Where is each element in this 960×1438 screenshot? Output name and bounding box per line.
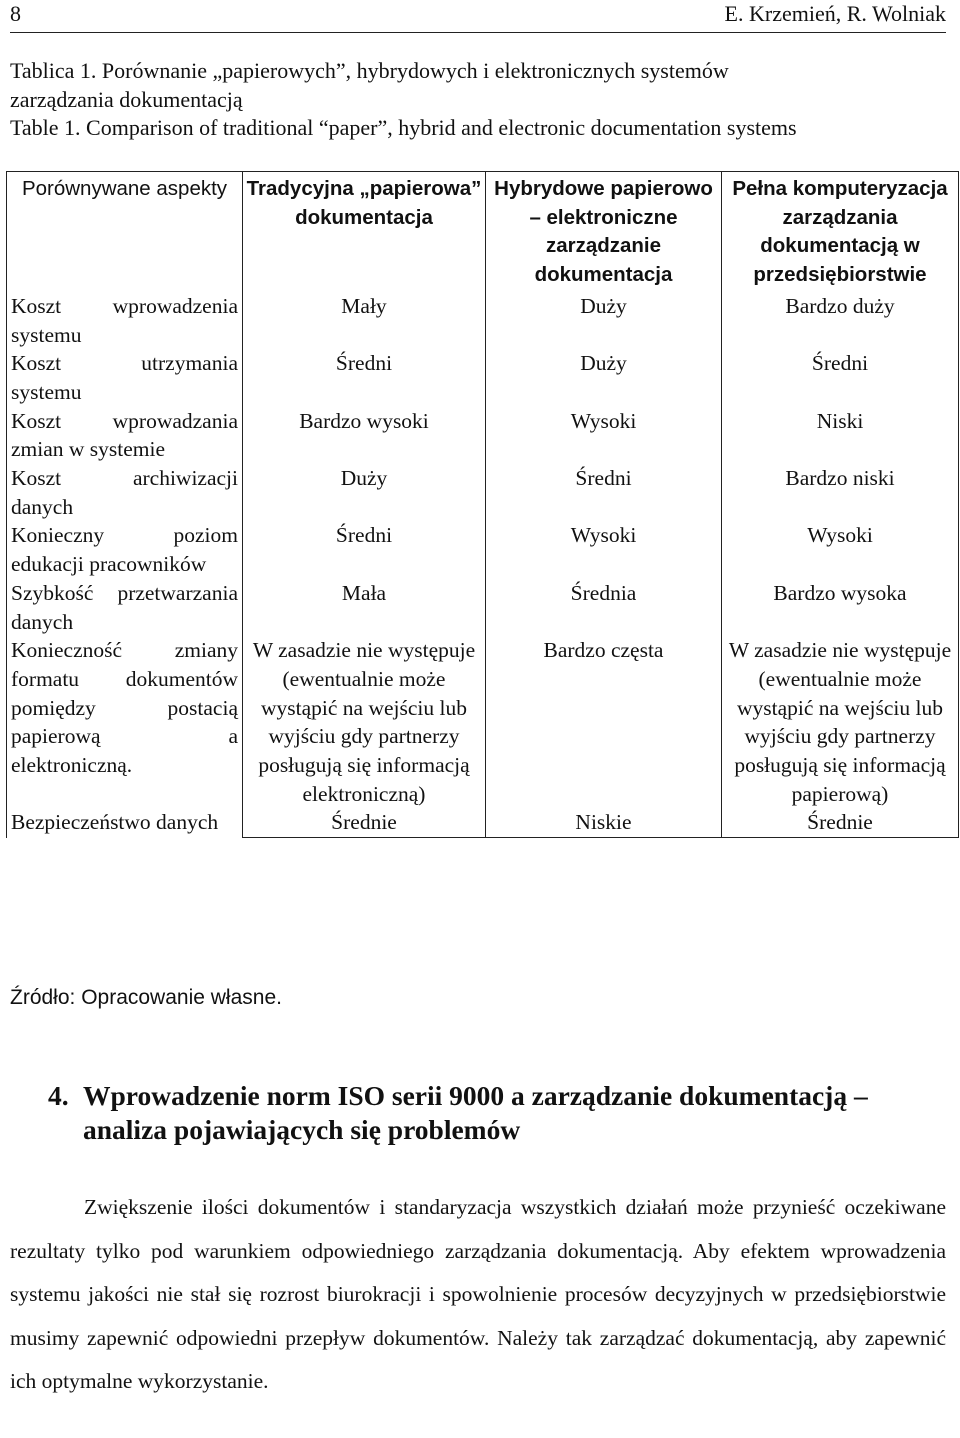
table-cell: Bardzo duży bbox=[722, 292, 959, 349]
aspect-cell: Koszt wprowadzania zmian w systemie bbox=[7, 407, 243, 464]
table-cell: Średni bbox=[243, 521, 486, 578]
section-number: 4. bbox=[48, 1080, 69, 1111]
table-row bbox=[7, 521, 959, 578]
caption-polish-line-2: zarządzania dokumentacją bbox=[10, 86, 243, 112]
table-cell: Bardzo wysoki bbox=[243, 407, 486, 464]
table-cell: Mały bbox=[243, 292, 486, 349]
comparison-table bbox=[6, 171, 959, 838]
table-cell: Wysoki bbox=[486, 521, 722, 578]
table-cell: Bardzo niski bbox=[722, 464, 959, 521]
table-cell: Średnia bbox=[486, 579, 722, 636]
table-cell: Średni bbox=[722, 349, 959, 406]
aspect-cell: Szybkość przetwarzania danych bbox=[7, 579, 243, 636]
table-cell: Wysoki bbox=[722, 521, 959, 578]
body-paragraph: Zwiększenie ilości dokumentów i standaryzacja wszystkich działań może przynieść oczekiwane rezultaty tylko pod warunkiem odpowiedniego zarządzania dokumentacją. Aby efektem wprowadzenia systemu jakości nie stał się rozrost biurokracji i spowolnienie procesów decyzyjnych w przedsiębiorstwie musimy zapewnić odpowiedni przepływ dokumentów. Należy tak zarządzać dokumentacją, aby zapewnić ich optymalne wykorzystanie. bbox=[10, 1195, 946, 1393]
aspect-cell: Konieczny poziom edukacji pracowników bbox=[7, 521, 243, 578]
section-title: Wprowadzenie norm ISO serii 9000 a zarządzanie dokumentacją – analiza pojawiających się problemów bbox=[83, 1080, 868, 1145]
table-cell: Bardzo wysoka bbox=[722, 579, 959, 636]
page-number: 8 bbox=[10, 1, 21, 26]
caption-english: Table 1. Comparison of traditional “paper”, hybrid and electronic documentation systems bbox=[10, 115, 797, 140]
column-header: Porównywane aspekty bbox=[7, 172, 243, 292]
table-row bbox=[7, 579, 959, 636]
table-header-row bbox=[7, 172, 959, 292]
table-row bbox=[7, 407, 959, 464]
table-cell: Duży bbox=[486, 292, 722, 349]
column-header: Hybrydowe papierowo – elektroniczne zarządzanie dokumentacja bbox=[486, 172, 722, 292]
table-cell: Bardzo częsta bbox=[486, 636, 722, 808]
table-cell: W zasadzie nie występuje (ewentualnie może wystąpić na wejściu lub wyjściu gdy partnerzy posługują się informacją papierową) bbox=[722, 636, 959, 808]
aspect-cell: Koszt wprowadzenia systemu bbox=[7, 292, 243, 349]
aspect-cell: Koszt archiwizacji danych bbox=[7, 464, 243, 521]
running-header bbox=[10, 0, 946, 33]
table-row bbox=[7, 464, 959, 521]
table-row bbox=[7, 808, 959, 837]
table-row bbox=[7, 292, 959, 349]
table-cell: Mała bbox=[243, 579, 486, 636]
table-row bbox=[7, 636, 959, 808]
table-cell: Średnie bbox=[722, 808, 959, 837]
table-caption bbox=[10, 57, 940, 143]
table-cell: Niskie bbox=[486, 808, 722, 837]
table-cell: Średnie bbox=[243, 808, 486, 837]
table-cell: Niski bbox=[722, 407, 959, 464]
caption-polish-line-1: Tablica 1. Porównanie „papierowych”, hybrydowych i elektronicznych systemów bbox=[10, 58, 729, 83]
table-cell: Wysoki bbox=[486, 407, 722, 464]
table-source-note: Źródło: Opracowanie własne. bbox=[10, 986, 282, 1009]
table-row bbox=[7, 349, 959, 406]
aspect-cell: Koszt utrzymania systemu bbox=[7, 349, 243, 406]
table-cell: Średni bbox=[243, 349, 486, 406]
column-header: Tradycyjna „papierowa” dokumentacja bbox=[243, 172, 486, 292]
table-cell: Średni bbox=[486, 464, 722, 521]
column-header: Pełna komputeryzacja zarządzania dokumentacją w przedsiębiorstwie bbox=[722, 172, 959, 292]
aspect-cell: Konieczność zmiany formatu dokumentów pomiędzy postacią papierową a elektroniczną. bbox=[7, 636, 243, 808]
table-cell: Duży bbox=[243, 464, 486, 521]
table-cell: W zasadzie nie występuje (ewentualnie może wystąpić na wejściu lub wyjściu gdy partnerzy posługują się informacją elektroniczną) bbox=[243, 636, 486, 808]
table-cell: Duży bbox=[486, 349, 722, 406]
aspect-cell: Bezpieczeństwo danych bbox=[7, 808, 243, 837]
running-authors: E. Krzemień, R. Wolniak bbox=[724, 1, 946, 26]
